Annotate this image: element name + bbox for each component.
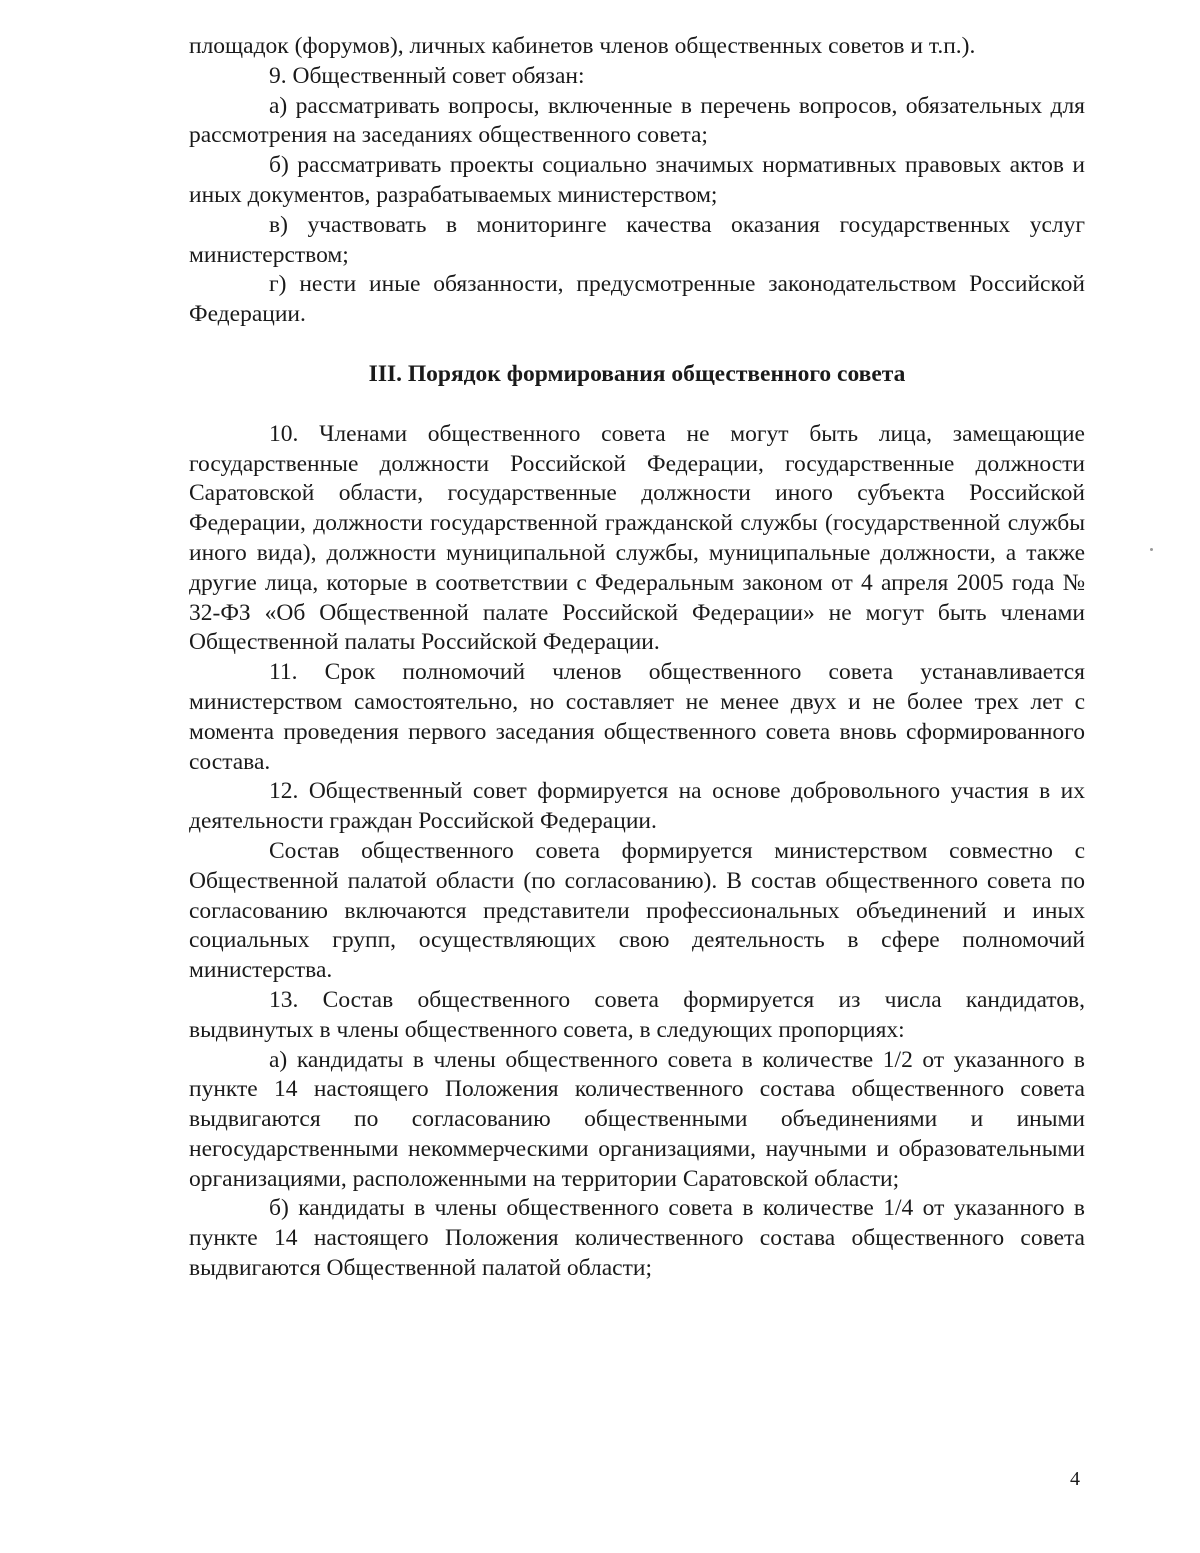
paragraph: г) нести иные обязанности, предусмотренные законодательством Российской Федерации. bbox=[189, 271, 1085, 328]
paragraph: б) рассматривать проекты социально значимых нормативных правовых актов и иных документов, разрабатываемых министерством; bbox=[189, 152, 1085, 208]
paragraph: 13. Состав общественного совета формируется из числа кандидатов, выдвинутых в члены общественного совета, в следующих пропорциях: bbox=[189, 986, 1085, 1043]
paragraph: 10. Членами общественного совета не могут быть лица, замещающие государственные должности Российской Федерации, государственные должности Саратовской области, государственные должности иного субъекта Российской Федерации, должности государственной гражданской службы (государственной службы иного вида), должности муниципальной службы, муниципальные должности, а также другие лица, которые в соответствии с Федеральным законом от 4 апреля 2005 года № 32-ФЗ «Об Общественной палате Российской Федерации» не могут быть членами Общественной палаты Российской Федерации. bbox=[189, 420, 1085, 656]
paragraph: 12. Общественный совет формируется на основе добровольного участия в их деятельности граждан Российской Федерации. bbox=[189, 778, 1085, 835]
section-heading: III. Порядок формирования общественного совета bbox=[368, 360, 906, 387]
paragraph: Состав общественного совета формируется министерством совместно с Общественной палатой области (по согласованию). В состав общественного совета по согласованию включаются представители профессиональных объединений и иных социальных групп, осуществляющих свою деятельность в сфере полномочий министерства. bbox=[189, 837, 1085, 984]
document-page bbox=[189, 32, 1085, 1284]
paragraph: а) кандидаты в члены общественного совета в количестве 1/2 от указанного в пункте 14 настоящего Положения количественного состава общественного совета выдвигаются по согласованию общественными объединениями и иными негосударственными некоммерческими организациями, научными и образовательными организациями, расположенными на территории Саратовской области; bbox=[189, 1046, 1085, 1192]
paragraph: б) кандидаты в члены общественного совета в количестве 1/4 от указанного в пункте 14 настоящего Положения количественного состава общественного совета выдвигаются Общественной палатой области; bbox=[189, 1195, 1085, 1282]
paragraph: в) участвовать в мониторинге качества оказания государственных услуг министерством; bbox=[189, 211, 1085, 268]
paragraph: 9. Общественный совет обязан: bbox=[269, 62, 585, 89]
page-number: 4 bbox=[1070, 1468, 1080, 1490]
paragraphs-top bbox=[189, 32, 1085, 330]
paragraph: а) рассматривать вопросы, включенные в перечень вопросов, обязательных для рассмотрения на заседаниях общественного совета; bbox=[189, 92, 1085, 149]
paragraph: 11. Срок полномочий членов общественного совета устанавливается министерством самостоятельно, но составляет не менее двух и не более трех лет с момента проведения первого заседания общественного совета вновь сформированного состава. bbox=[189, 659, 1085, 775]
scan-speck bbox=[1150, 548, 1153, 551]
paragraph: площадок (форумов), личных кабинетов членов общественных советов и т.п.). bbox=[189, 33, 976, 59]
paragraphs-bottom bbox=[189, 420, 1085, 1284]
